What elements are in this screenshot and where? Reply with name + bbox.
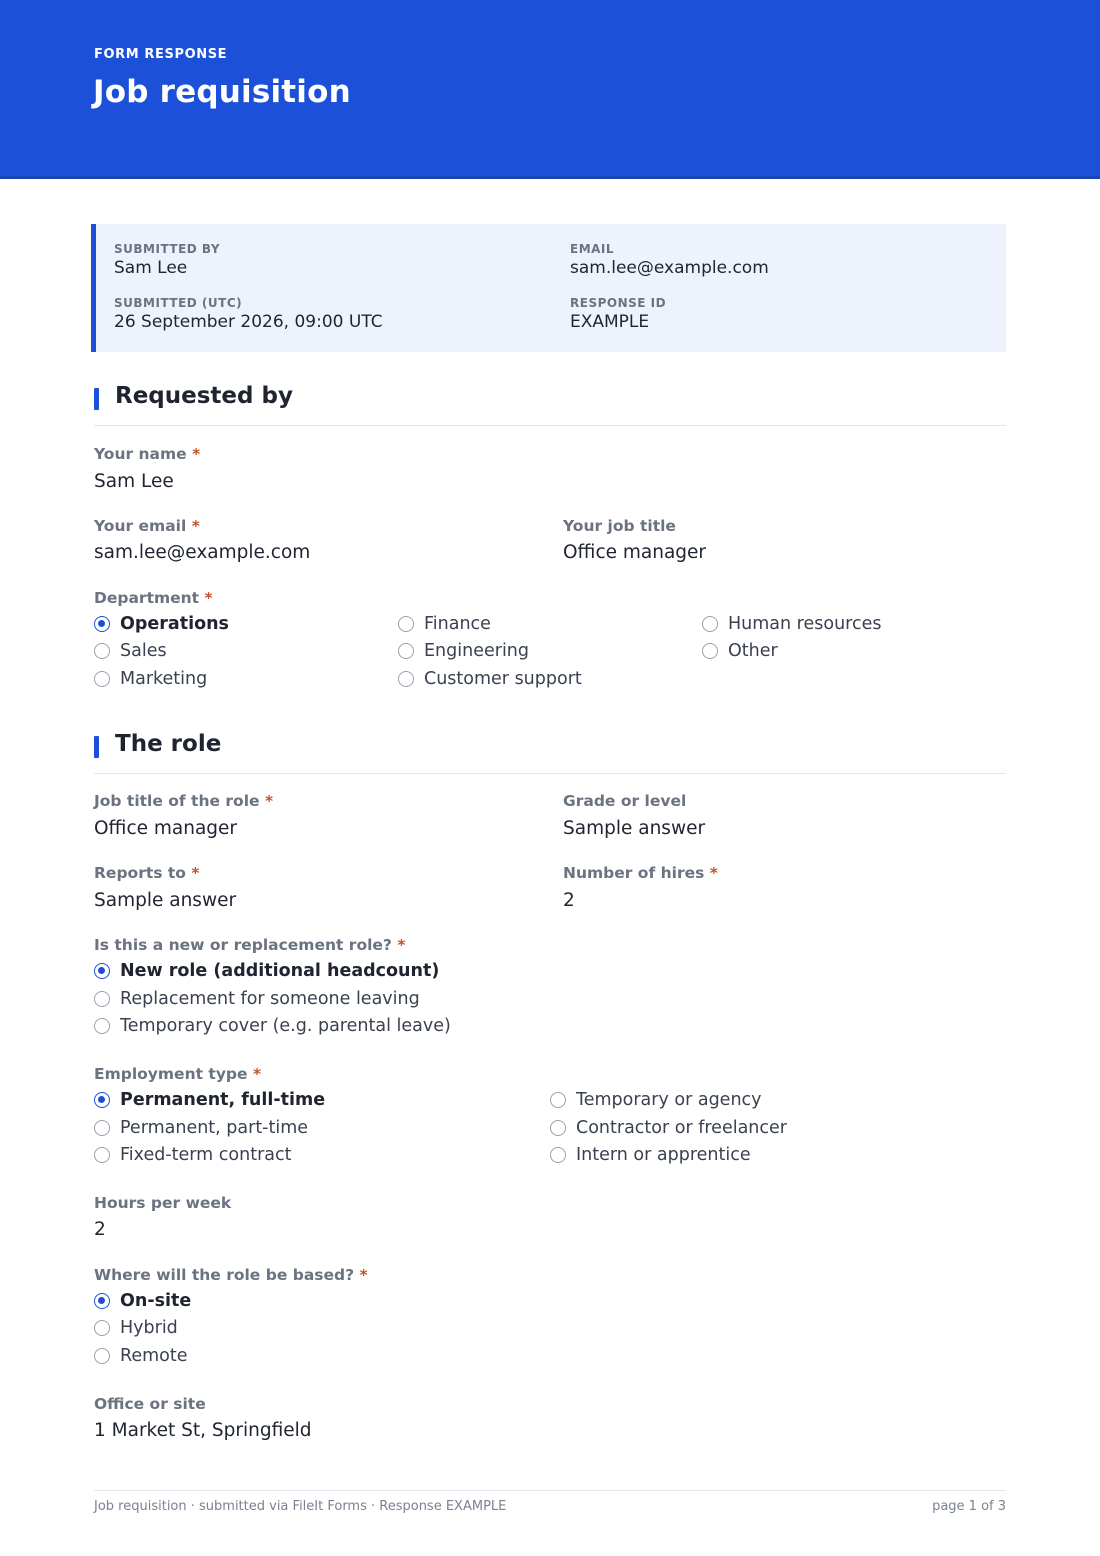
hours-per-week-value: 2 [94,1219,106,1240]
reports-to-value: Sample answer [94,890,237,911]
radio-icon [94,643,110,659]
employment-type-option[interactable]: Intern or apprentice [550,1144,751,1166]
radio-icon [94,991,110,1007]
radio-icon [94,1120,110,1136]
radio-icon [398,671,414,687]
your-email-label: Your email * [94,517,200,535]
department-option[interactable]: Other [702,640,778,662]
your-name-label: Your name * [94,445,201,463]
location-option[interactable]: Remote [94,1345,188,1367]
new-or-replacement-label: Is this a new or replacement role? * [94,936,406,954]
role-type-option[interactable]: Replacement for someone leaving [94,988,420,1010]
location-option[interactable]: On-site [94,1290,191,1312]
section-requested-by [94,383,1006,426]
role-location-label: Where will the role be based? * [94,1266,368,1284]
employment-type-option[interactable]: Fixed-term contract [94,1144,291,1166]
number-of-hires-label: Number of hires * [563,864,718,882]
hours-per-week-label: Hours per week [94,1194,232,1212]
your-name-value: Sam Lee [94,471,174,492]
radio-selected-icon [94,616,110,632]
page-number: page 1 of 3 [932,1499,1006,1514]
radio-selected-icon [94,1092,110,1108]
radio-icon [398,643,414,659]
grade-label: Grade or level [563,792,687,810]
department-option[interactable]: Human resources [702,613,881,635]
response-id-value: EXAMPLE [570,312,650,332]
submitted-utc-value: 26 September 2026, 09:00 UTC [114,312,383,332]
role-type-option[interactable]: New role (additional headcount) [94,960,439,982]
section-accent-bar [94,736,99,758]
email-label: EMAIL [570,242,615,256]
email-value: sam.lee@example.com [570,258,769,278]
section-accent-bar [94,388,99,410]
department-option[interactable]: Sales [94,640,167,662]
section-the-role [94,731,1006,774]
page-header [0,0,1100,179]
job-title-label: Job title of the role * [94,792,274,810]
department-option[interactable]: Finance [398,613,491,635]
office-site-label: Office or site [94,1395,206,1413]
form-response-kicker: FORM RESPONSE [94,47,228,62]
radio-icon [550,1120,566,1136]
submitted-by-value: Sam Lee [114,258,188,278]
employment-type-option[interactable]: Permanent, full-time [94,1089,325,1111]
employment-type-option[interactable]: Contractor or freelancer [550,1117,787,1139]
page-title: Job requisition [93,74,351,110]
department-option[interactable]: Engineering [398,640,529,662]
employment-type-label: Employment type * [94,1065,262,1083]
radio-icon [702,643,718,659]
radio-icon [702,616,718,632]
section-title: Requested by [115,383,293,409]
employment-type-option[interactable]: Permanent, part-time [94,1117,308,1139]
your-email-value: sam.lee@example.com [94,542,311,563]
department-option[interactable]: Operations [94,613,229,635]
page-footer [94,1490,1006,1514]
your-job-title-value: Office manager [563,542,707,563]
radio-selected-icon [94,1293,110,1309]
submitted-by-label: SUBMITTED BY [114,242,221,256]
reports-to-label: Reports to * [94,864,200,882]
job-title-value: Office manager [94,818,238,839]
section-title: The role [115,731,222,757]
employment-type-option[interactable]: Temporary or agency [550,1089,762,1111]
radio-icon [550,1147,566,1163]
department-option[interactable]: Customer support [398,668,582,690]
radio-icon [94,1018,110,1034]
role-type-option[interactable]: Temporary cover (e.g. parental leave) [94,1015,451,1037]
department-label: Department * [94,589,213,607]
radio-icon [550,1092,566,1108]
number-of-hires-value: 2 [563,890,575,911]
radio-icon [398,616,414,632]
radio-icon [94,1320,110,1336]
department-option[interactable]: Marketing [94,668,207,690]
submission-meta [91,224,1006,352]
radio-icon [94,1348,110,1364]
your-job-title-label: Your job title [563,517,676,535]
radio-icon [94,671,110,687]
response-id-label: RESPONSE ID [570,296,667,310]
grade-value: Sample answer [563,818,706,839]
radio-icon [94,1147,110,1163]
office-site-value: 1 Market St, Springfield [94,1420,312,1441]
submitted-utc-label: SUBMITTED (UTC) [114,296,243,310]
location-option[interactable]: Hybrid [94,1317,178,1339]
radio-selected-icon [94,963,110,979]
footer-left-text: Job requisition · submitted via FileIt Forms · Response EXAMPLE [94,1499,507,1514]
